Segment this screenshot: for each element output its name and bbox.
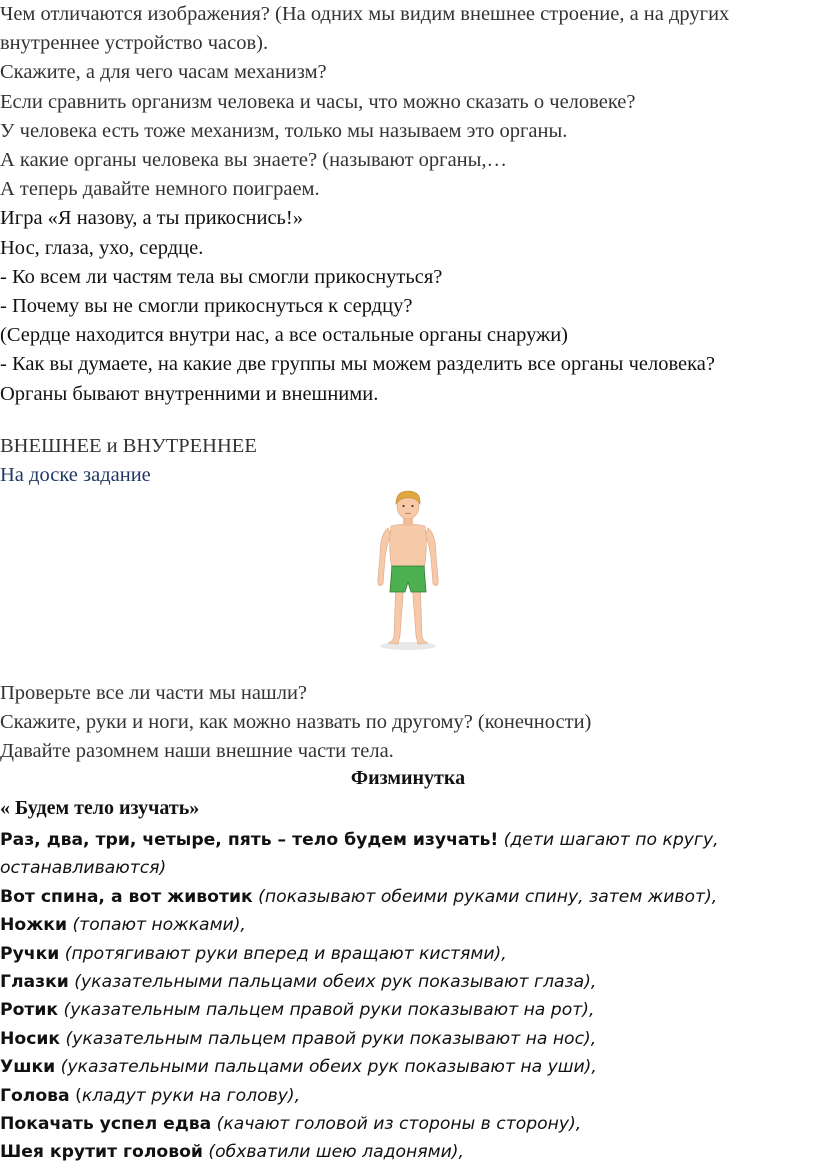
boy-body-illustration-icon (358, 486, 458, 652)
task-line: На доске задание (0, 464, 151, 487)
intro-line: А какие органы человека вы знаете? (называют органы,… (0, 149, 508, 172)
intro-line: Органы бывают внутренними и внешними. (0, 382, 379, 405)
intro-line: Если сравнить организм человека и часы, что можно сказать о человеке? (0, 90, 636, 113)
fizminutka-title: Физминутка (350, 767, 466, 789)
intro-line: внутреннее устройство часов). (0, 32, 269, 55)
poem-line: Голова (кладут руки на голову), (0, 1085, 301, 1106)
poem-line: Ножки (топают ножками), (0, 915, 246, 936)
poem-line: Ручки (протягивают руки вперед и вращают кистями), (0, 943, 507, 964)
poem-line: Глазки (указательными пальцами обеих рук показывают глаза), (0, 972, 597, 993)
poem-line: Вот спина, а вот животик (показывают обеими руками спину, затем живот), (0, 886, 718, 907)
intro-line: - Почему вы не смогли прикоснуться к сердцу? (0, 295, 413, 318)
intro-line: Скажите, а для чего часам механизм? (0, 61, 327, 84)
intro-line: - Ко всем ли частям тела вы смогли прикоснуться? (0, 265, 443, 288)
poem-line: Ротик (указательным пальцем правой руки показывают на рот), (0, 1000, 595, 1021)
intro-line: (Сердце находится внутри нас, а все остальные органы снаружи) (0, 324, 569, 347)
intro-line: А теперь давайте немного поиграем. (0, 178, 320, 201)
poem-line: останавливаются) (0, 858, 167, 879)
after-line: Скажите, руки и ноги, как можно назвать по другому? (конечности) (0, 711, 592, 734)
after-text (0, 679, 591, 767)
intro-line: Игра «Я назову, а ты прикоснись!» (0, 207, 303, 230)
intro-text (0, 0, 816, 409)
after-line: Проверьте все ли части мы нашли? (0, 682, 308, 704)
intro-line: - Как вы думаете, на какие две группы мы можем разделить все органы человека? (0, 353, 715, 376)
poem-title: « Будем тело изучать» (0, 797, 200, 819)
poem-line: Раз, два, три, четыре, пять – тело будем изучать! (дети шагают по кругу, (0, 830, 719, 850)
poem-line: Шея крутит головой (обхватили шею ладонями), (0, 1142, 464, 1163)
poem (0, 826, 816, 1167)
after-line: Давайте разомнем наши внешние части тела. (0, 740, 394, 763)
intro-line: Чем отличаются изображения? (На одних мы видим внешнее строение, а на других (0, 3, 730, 25)
poem-line: Носик (указательным пальцем правой руки показывают на нос), (0, 1028, 597, 1049)
section-block (0, 432, 257, 490)
section-heading: ВНЕШНЕЕ и ВНУТРЕННЕЕ (0, 435, 257, 457)
intro-line: Нос, глаза, ухо, сердце. (0, 236, 204, 259)
poem-line: Ушки (указательными пальцами обеих рук показывают на уши), (0, 1057, 597, 1078)
poem-line: Покачать успел едва (качают головой из стороны в сторону), (0, 1114, 582, 1135)
intro-line: У человека есть тоже механизм, только мы называем это органы. (0, 119, 568, 142)
